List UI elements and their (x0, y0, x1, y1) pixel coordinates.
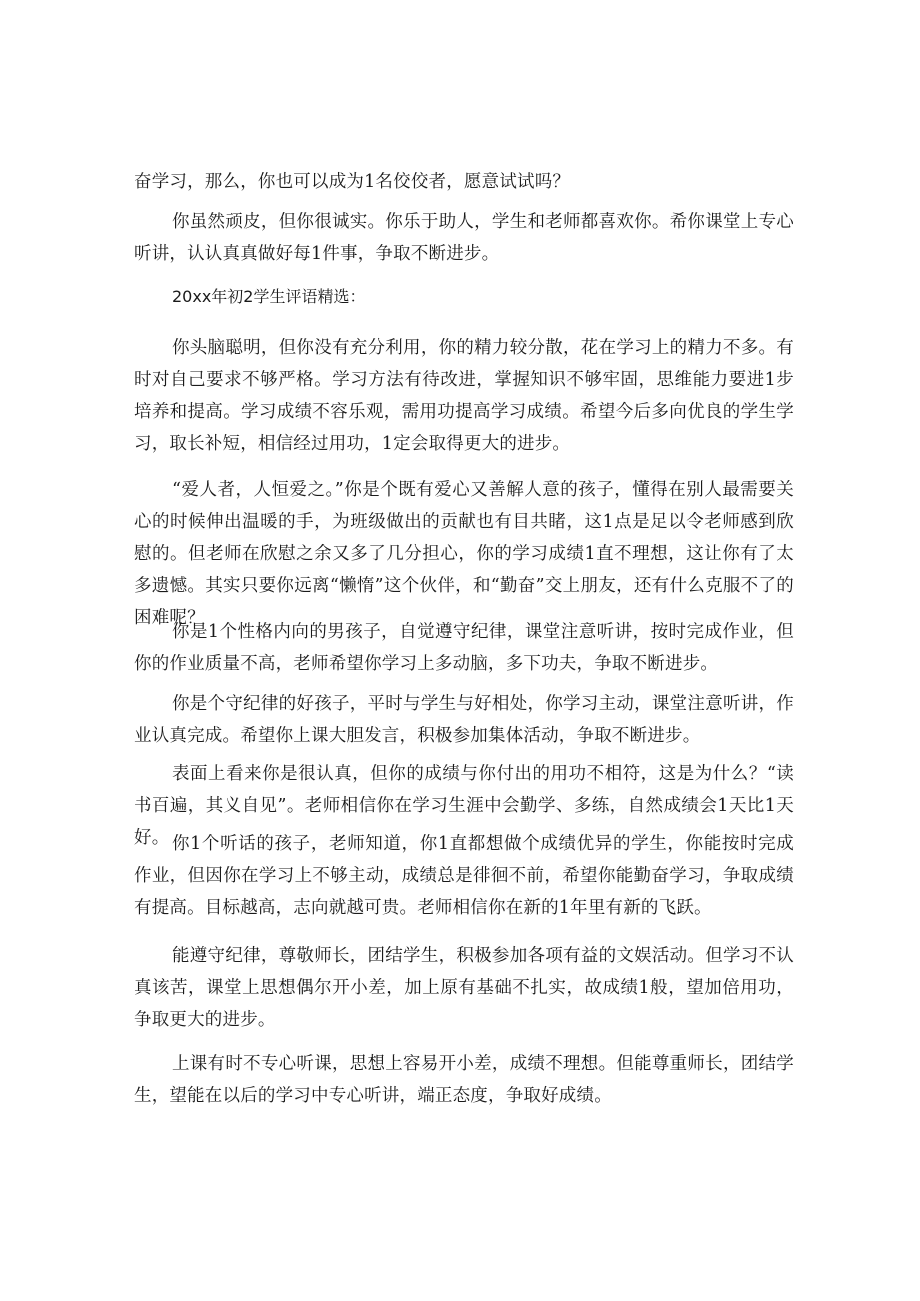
paragraph-comment: 能遵守纪律，尊敬师长，团结学生，积极参加各项有益的文娱活动。但学习不认真该苦，课堂上思想偶尔开小差，加上原有基础不扎实，故成绩1般，望加倍用功，争取更大的进步。 (134, 946, 794, 1030)
paragraph-comment: 你是个守纪律的好孩子，平时与学生与好相处，你学习主动，课堂注意听讲，作业认真完成。希望你上课大胆发言，积极参加集体活动，争取不断进步。 (134, 694, 794, 746)
paragraph-comment: 你头脑聪明，但你没有充分利用，你的精力较分散，花在学习上的精力不多。有时对自己要求不够严格。学习方法有待改进，掌握知识不够牢固，思维能力要进1步培养和提高。学习成绩不容乐观，需用功提高学习成绩。希望今后多向优良的学生学习，取长补短，相信经过用功，1定会取得更大的进步。 (134, 338, 794, 454)
paragraph-comment: 你是1个性格内向的男孩子，自觉遵守纪律，课堂注意听讲，按时完成作业，但你的作业质量不高，老师希望你学习上多动脑，多下功夫，争取不断进步。 (134, 622, 794, 674)
paragraph-comment: 上课有时不专心听课，思想上容易开小差，成绩不理想。但能尊重师长，团结学生，望能在以后的学习中专心听讲，端正态度，争取好成绩。 (134, 1054, 794, 1106)
paragraph-comment: “爱人者，人恒爱之。”你是个既有爱心又善解人意的孩子，懂得在别人最需要关心的时候伸出温暖的手，为班级做出的贡献也有目共睹，这1点是足以令老师感到欣慰的。但老师在欣慰之余又多了几分担心，你的学习成绩1直不理想，这让你有了太多遗憾。其实只要你远离“懒惰”这个伙伴，和“勤奋”交上朋友，还有什么克服不了的困难呢？ (134, 480, 794, 628)
paragraph-comment: 你虽然顽皮，但你很诚实。你乐于助人，学生和老师都喜欢你。希你课堂上专心听讲，认认真真做好每1件事，争取不断进步。 (134, 212, 794, 264)
paragraph-comment: 表面上看来你是很认真，但你的成绩与你付出的用功不相符，这是为什么？“读书百遍，其义自见”。老师相信你在学习生涯中会勤学、多练，自然成绩会1天比1天好。 (134, 764, 794, 848)
paragraph-comment: 你1个听话的孩子，老师知道，你1直都想做个成绩优异的学生，你能按时完成作业，但因你在学习上不够主动，成绩总是徘徊不前，希望你能勤奋学习，争取成绩有提高。目标越高，志向就越可贵。老师相信你在新的1年里有新的飞跃。 (134, 834, 794, 918)
paragraph-continuation: 奋学习，那么，你也可以成为1名佼佼者，愿意试试吗？ (134, 172, 571, 192)
section-heading: 20xx年初2学生评语精选： (172, 287, 366, 306)
